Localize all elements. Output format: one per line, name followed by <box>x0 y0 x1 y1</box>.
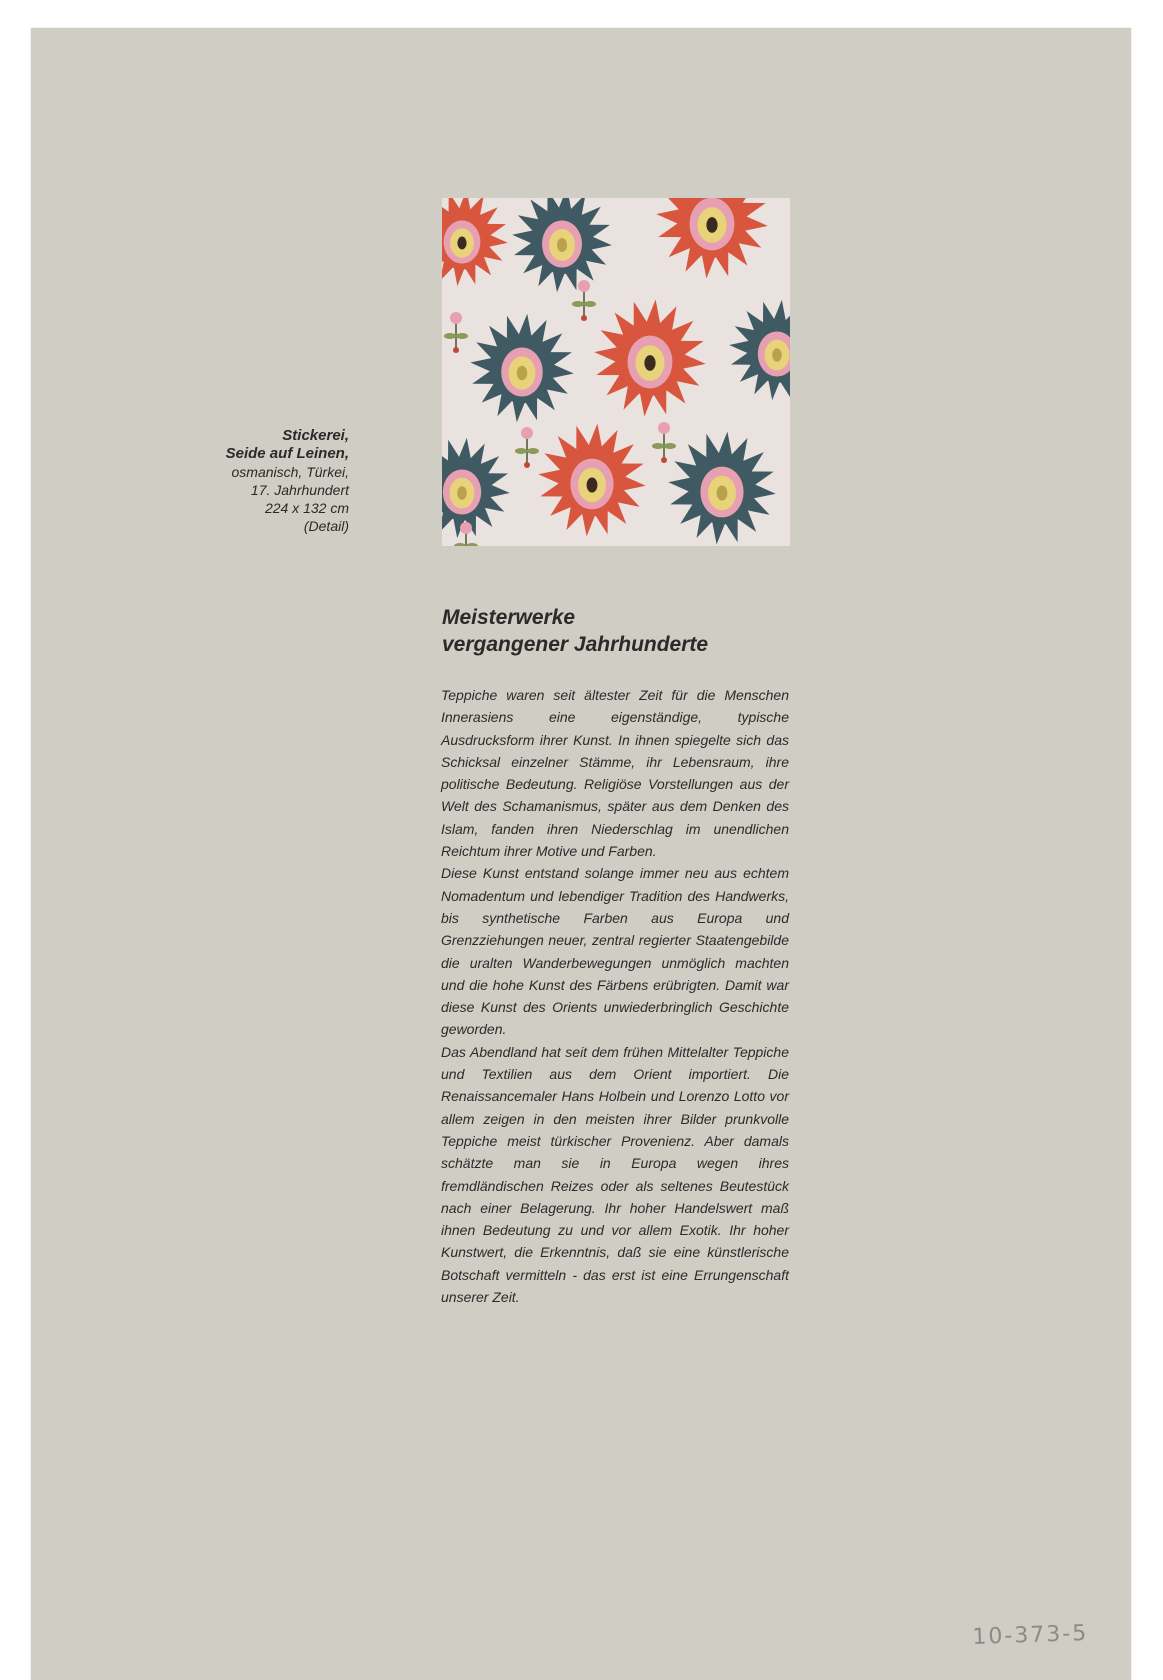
article-title <box>442 604 862 658</box>
title-line-2: vergangener Jahrhunderte <box>442 633 709 656</box>
inventory-number: 10-373-5 <box>972 1620 1089 1650</box>
body-paragraph-3: Das Abendland hat seit dem frühen Mittelalter Teppiche und Textilien aus dem Orient importiert. Die Renaissancemaler Hans Holbein und Lorenzo Lotto vor allem zeigen in den meisten ihrer Bilder prunkvolle Teppiche meist türkischer Provenienz. Aber damals schätzte man sie in Europa wegen ihres fremdländischen Reizes oder als seltenes Beutestück nach einer Belagerung. Ihr hoher Handelswert maß ihnen Bedeutung zu und vor allem Exotik. Ihr hoher Kunstwert, die Erkenntnis, daß sie eine künstlerische Botschaft vermitteln - das erst ist eine Errungenschaft unserer Zeit. <box>441 1043 789 1306</box>
caption-title: Stickerei, <box>282 427 349 444</box>
caption-dimensions: 224 x 132 cm <box>264 500 349 516</box>
caption-material: Seide auf Leinen, <box>225 445 349 462</box>
embroidery-image <box>442 198 790 546</box>
title-line-1: Meisterwerke <box>442 606 576 629</box>
caption-period: 17. Jahrhundert <box>250 482 349 498</box>
body-paragraph-1: Teppiche waren seit ältester Zeit für die Menschen Innerasiens eine eigenständige, typische Ausdrucksform ihrer Kunst. In ihnen spiegelte sich das Schicksal einzelner Stämme, ihr Lebensraum, ihre politische Bedeutung. Religiöse Vorstellungen aus der Welt des Schamanismus, später aus dem Denken des Islam, fanden ihren Niederschlag im unendlichen Reichtum ihrer Motive und Farben. <box>441 687 789 860</box>
caption-detail: (Detail) <box>303 518 349 534</box>
body-paragraph-2: Diese Kunst entstand solange immer neu aus echtem Nomadentum und lebendiger Tradition des Handwerks, bis synthetische Farben aus Europa und Grenzziehungen neuer, zentral regierter Staatengebilde die uralten Wanderbewegungen unmöglich machten und die hohe Kunst des Färbens erübrigten. Damit war diese Kunst des Orients unwiederbringlich Geschichte geworden. <box>441 865 789 1038</box>
article-body <box>441 684 789 1308</box>
caption-origin: osmanisch, Türkei, <box>231 464 349 480</box>
image-caption <box>149 427 349 535</box>
paper-sheet <box>31 28 1131 1680</box>
embroidery-illustration <box>442 198 790 546</box>
